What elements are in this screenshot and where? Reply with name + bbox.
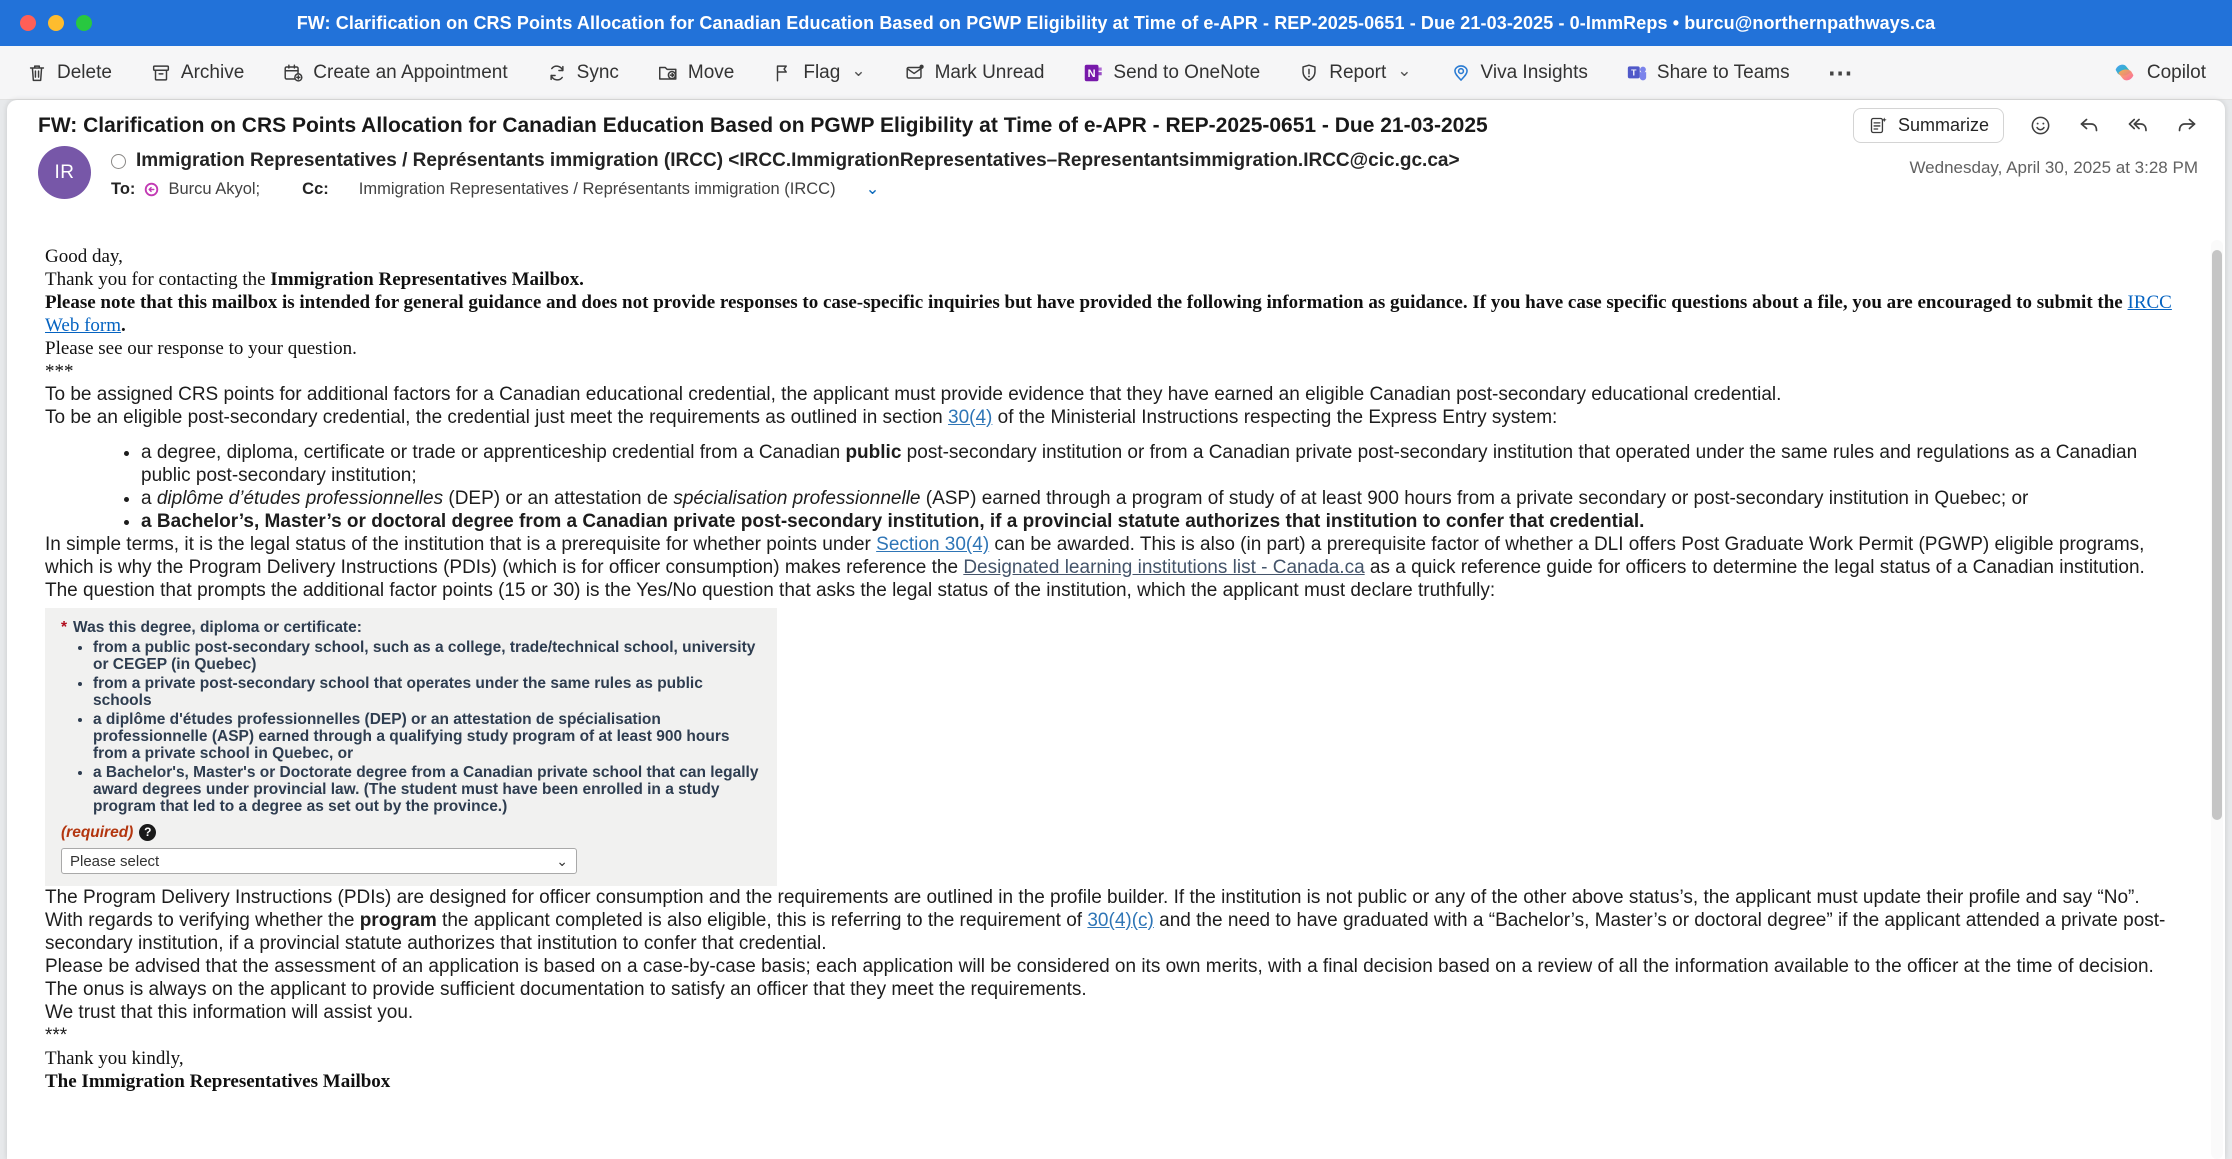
zoom-window-button[interactable]	[76, 15, 92, 31]
viva-insights-icon	[1450, 62, 1472, 84]
create-appointment-button[interactable]	[282, 62, 507, 84]
flag-button[interactable]	[772, 62, 865, 84]
sync-button[interactable]	[546, 62, 619, 84]
read-status-circle[interactable]	[111, 154, 126, 169]
cc-recipient[interactable]: Immigration Representatives / Représentants immigration (IRCC)	[358, 179, 836, 198]
required-row	[61, 824, 761, 841]
sender-name[interactable]: Immigration Representatives / Représentants immigration (IRCC) <IRCC.ImmigrationRepresentatives–Representantsimmigration.IRCC@cic.gc.ca>	[136, 150, 1460, 171]
sync-icon	[546, 62, 568, 84]
separator-stars: ***	[45, 361, 74, 382]
copilot-icon	[2112, 60, 2137, 85]
degree-type-select[interactable]	[61, 848, 577, 874]
message-actions	[1853, 108, 2199, 143]
copilot-button[interactable]	[2112, 60, 2206, 85]
delete-button[interactable]	[26, 62, 112, 84]
reply-all-icon[interactable]	[2126, 114, 2150, 138]
share-to-teams-button[interactable]	[1626, 62, 1790, 84]
list-item: • a diplôme d'études professionnelles (DEP) or an attestation de spécialisation professionnelle (ASP) earned through a qualifying study program of at least 900 hours from a private school in Quebec, or	[93, 711, 761, 762]
toolbar-button-label: Delete	[57, 61, 112, 83]
reaction-emoji-icon[interactable]	[2029, 114, 2052, 137]
reply-icon[interactable]	[2077, 114, 2101, 138]
toolbar-button-label: Viva Insights	[1480, 61, 1588, 83]
help-icon[interactable]: ?	[139, 824, 156, 841]
titlebar	[0, 0, 2232, 46]
form-option-list	[61, 639, 761, 815]
calendar-plus-icon	[282, 62, 304, 84]
credential-list	[45, 441, 2179, 533]
flag-icon	[772, 62, 794, 84]
close-window-button[interactable]	[20, 15, 36, 31]
toolbar-button-label: Sync	[576, 61, 619, 83]
copilot-label: Copilot	[2146, 61, 2206, 83]
list-item: • a Bachelor's, Master's or Doctorate degree from a Canadian private school that can legally award degrees under provincial law. (The student must have been enrolled in a study program that led to a degree as set out by the province.)	[93, 764, 761, 815]
select-value: Please select	[70, 852, 160, 870]
mail-unread-icon	[904, 62, 926, 84]
toolbar-button-label: Share to Teams	[1656, 61, 1790, 83]
sender-block	[38, 146, 1460, 199]
paragraph: The Program Delivery Instructions (PDIs) are designed for officer consumption and the requirements are outlined in the profile builder. If the institution is not public or any of the other above status’s, the applicant must update their profile and say “No”. With regards to verifying whether the program the applicant completed is also eligible, this is referring to the requirement of 30(4)(c) and the need to have graduated with a “Bachelor’s, Master’s or doctoral degree” if the applicant attended a private post-secondary institution, if a provincial statute authorizes that institution to confer that credential.	[45, 887, 2166, 954]
embedded-form-screenshot	[45, 608, 777, 886]
svg-text:N: N	[1088, 67, 1097, 80]
signature-line: The Immigration Representatives Mailbox	[45, 1071, 391, 1092]
chevron-down-icon[interactable]: ⌄	[851, 60, 866, 80]
toolbar-button-label: Mark Unread	[934, 61, 1045, 83]
send-to-onenote-button[interactable]	[1082, 62, 1260, 84]
scrollbar-thumb[interactable]	[2212, 250, 2222, 820]
onenote-icon	[1082, 62, 1104, 84]
required-label: (required)	[61, 824, 134, 841]
section-30-4-c-link[interactable]: 30(4)(c)	[1087, 910, 1154, 931]
minimize-window-button[interactable]	[48, 15, 64, 31]
list-item: • a diplôme d’études professionnelles (DEP) or an attestation de spécialisation professionnelle (ASP) earned through a program of study of at least 900 hours from a private secondary or post-secondary institution in Quebec; or	[141, 487, 2179, 510]
reading-pane	[7, 100, 2225, 1159]
paragraph: To be assigned CRS points for additional factors for a Canadian educational credential, the applicant must provide evidence that they have earned an eligible Canadian post-secondary educational credential.	[45, 384, 1782, 405]
viva-insights-button[interactable]	[1450, 62, 1588, 84]
cc-label: Cc:	[302, 179, 329, 198]
toolbar	[0, 46, 2232, 100]
summarize-icon	[1868, 115, 1889, 136]
summarize-button[interactable]	[1853, 108, 2004, 143]
chevron-down-icon[interactable]: ⌄	[1397, 60, 1412, 80]
paragraph: To be an eligible post-secondary credential, the credential just meet the requirements as outlined in section 30(4) of the Ministerial Instructions respecting the Express Entry system:	[45, 407, 1558, 428]
greeting-line: Good day,	[45, 246, 123, 267]
section-30-4-link[interactable]: 30(4)	[948, 407, 993, 428]
response-line: Please see our response to your question.	[45, 338, 357, 359]
report-button[interactable]	[1298, 62, 1411, 84]
list-item: • a Bachelor’s, Master’s or doctoral degree from a Canadian private post-secondary institution, if a provincial statute authorizes that institution to confer that credential.	[141, 510, 2179, 533]
mark-unread-button[interactable]	[904, 62, 1045, 84]
message-date: Wednesday, April 30, 2025 at 3:28 PM	[1909, 158, 2198, 177]
to-recipient[interactable]: Burcu Akyol;	[168, 179, 261, 198]
separator-stars: ***	[45, 1025, 68, 1046]
paragraph: In simple terms, it is the legal status of the institution that is a prerequisite for whether points under Section 30(4) can be awarded. This is also (in part) a prerequisite factor of whether a DLI offers Post Graduate Work Permit (PGWP) eligible programs, which is why the Program Delivery Instructions (PDIs) (which is for officer consumption) makes reference the Designated learning institutions list - Canada.ca as a quick reference guide for officers to determine the legal status of a Canadian institution.	[45, 534, 2145, 578]
folder-move-icon	[657, 62, 679, 84]
svg-text:T: T	[1631, 67, 1637, 78]
recipients-line	[111, 179, 1460, 199]
required-asterisk: *	[61, 619, 68, 636]
paragraph: We trust that this information will assist you.	[45, 1002, 414, 1023]
list-item: • from a public post-secondary school, such as a college, trade/technical school, university or CEGEP (in Quebec)	[93, 639, 761, 673]
toolbar-button-label: Report	[1329, 61, 1387, 83]
summarize-label: Summarize	[1897, 115, 1989, 135]
thanks-line: Thank you for contacting the Immigration Representatives Mailbox.	[45, 269, 584, 290]
toolbar-button-label: Create an Appointment	[313, 61, 508, 83]
ircc-web-form-link[interactable]: IRCC Web form	[45, 292, 2172, 336]
closing-line: Thank you kindly,	[45, 1048, 184, 1069]
toolbar-button-label: Move	[687, 61, 735, 83]
window-title: FW: Clarification on CRS Points Allocation for Canadian Education Based on PGWP Eligibility at Time of e-APR - REP-2025-0651 - Due 21-03-2025 - 0-ImmReps • burcu@northernpathways.ca	[296, 12, 1936, 33]
sender-avatar[interactable]: IR	[38, 146, 91, 199]
recipient-presence-icon	[143, 181, 160, 198]
toolbar-button-label: Send to OneNote	[1113, 61, 1261, 83]
window-controls	[20, 0, 92, 46]
teams-icon	[1626, 62, 1648, 84]
forward-icon[interactable]	[2175, 114, 2199, 138]
notice-line: Please note that this mailbox is intended for general guidance and does not provide responses to case-specific inquiries but have provided the following information as guidance. If you have case specific questions about a file, you are encouraged to submit the IRCC Web form.	[45, 292, 2172, 336]
message-body	[45, 245, 2179, 1093]
list-item: • from a private post-secondary school that operates under the same rules as public schools	[93, 675, 761, 709]
move-button[interactable]	[657, 62, 734, 84]
archive-button[interactable]	[150, 62, 244, 84]
archive-icon	[150, 62, 172, 84]
toolbar-button-label: Archive	[180, 61, 245, 83]
message-subject: FW: Clarification on CRS Points Allocation for Canadian Education Based on PGWP Eligibility at Time of e-APR - REP-2025-0651 - Due 21-03-2025	[38, 114, 1488, 137]
toolbar-button-label: Flag	[803, 61, 841, 83]
section-30-4-link[interactable]: Section 30(4)	[876, 534, 990, 555]
to-label: To:	[111, 179, 136, 198]
dli-list-link[interactable]: Designated learning institutions list - Canada.ca	[963, 557, 1365, 578]
paragraph: The question that prompts the additional factor points (15 or 30) is the Yes/No question that asks the legal status of the institution, which the applicant must declare truthfully:	[45, 580, 1496, 601]
report-shield-icon	[1298, 62, 1320, 84]
paragraph: Please be advised that the assessment of an application is based on a case-by-case basis; each application will be considered on its own merits, with a final decision based on a review of all the information available to the officer at the time of decision. The onus is always on the applicant to provide sufficient documentation to satisfy an officer that they meet the requirements.	[45, 956, 2154, 1000]
chevron-down-icon: ⌄	[556, 852, 568, 869]
form-question: * Was this degree, diploma or certificate:	[61, 619, 362, 636]
list-item: • a degree, diploma, certificate or trade or apprenticeship credential from a Canadian public post-secondary institution or from a Canadian private post-secondary institution that operated under the same rules and regulations as a Canadian public post-secondary institution;	[141, 441, 2179, 487]
toolbar-overflow-button[interactable]: ⋯	[1827, 58, 1855, 87]
expand-recipients-chevron-icon[interactable]: ⌄	[865, 180, 880, 198]
trash-icon	[26, 62, 48, 84]
